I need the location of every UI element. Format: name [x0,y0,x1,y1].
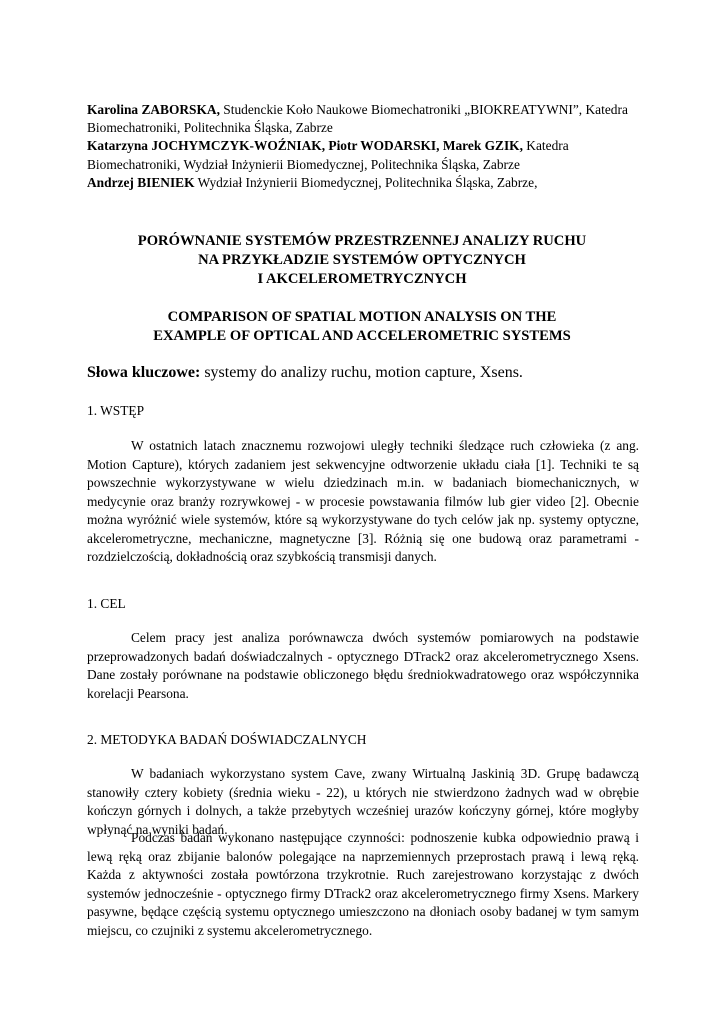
section-paragraph: Celem pracy jest analiza porównawcza dwóch systemów pomiarowych na podstawie przeprowadzonych badań doświadczalnych - optycznego DTrack2 oraz akcelerometrycznego Xsens. Dane zostały porównane na podstawie obliczonego błędu średniokwadratowego oraz współczynnika korelacji Pearsona. [87,630,639,701]
author-name: Karolina ZABORSKA, [87,102,220,117]
section-paragraph: W ostatnich latach znacznemu rozwojowi uległy techniki śledzące ruch człowieka (z ang. Motion Capture), których zadaniem jest sekwencyjne odtworzenie układu ciała [1]. Techniki te są powszechnie wykorzystywane w wielu dziedzinach m.in. w badaniach biomechanicznych, w medycynie oraz branży rozrywkowej - w procesie powstawania filmów lub gier video [2]. Obecnie można wyróżnić wiele systemów, które są wykorzystywane do tych celów jak np. systemy optyczne, akcelerometryczne, mechaniczne, magnetyczne [3]. Różnią się one budową oraz parametrami - rozdzielczością, dokładnością oraz szybkością transmisji danych. [87,438,639,564]
section-paragraph: Podczas badań wykonano następujące czynności: podnoszenie kubka odpowiednio prawą i lewą ręką oraz zbijanie balonów polegające na naprzemiennych przeprostach prawą i lewą ręką. Każda z aktywności została powtórzona trzykrotnie. Ruch zarejestrowano korzystając z dwóch systemów jednocześnie - optycznego firmy DTrack2 oraz akcelerometrycznego firmy Xsens. Markery pasywne, będące częścią systemu optycznego umieszczono na dłoniach osoby badanej w tym samym miejscu, co czujniki z systemu akcelerometrycznego. [87,830,639,938]
keywords [87,363,523,383]
author-entry [87,101,639,137]
title-polish [60,232,664,289]
author-name: Katarzyna JOCHYMCZYK-WOŹNIAK, Piotr WODARSKI, Marek GZIK, [87,138,523,154]
section-heading-methodology: 2. METODYKA BADAŃ DOŚWIADCZALNYCH [87,732,367,747]
author-affiliation: Studenckie Koło Naukowe Biomechatroniki „BIOKREATYWNI”, Katedra Biomechatroniki, Politechnika Śląska, Zabrze [87,102,628,136]
title-english [60,308,664,346]
title-line: I AKCELEROMETRYCZNYCH [257,271,467,287]
author-affiliation: Katedra Biomechatroniki, Wydział Inżynierii Biomedycznej, Politechnika Śląska, Zabrze [87,138,569,172]
keywords-label: Słowa kluczowe: [87,364,201,381]
title-line: NA PRZYKŁADZIE SYSTEMÓW OPTYCZNYCH [198,252,526,268]
author-name: Andrzej BIENIEK [87,174,195,190]
title-line: COMPARISON OF SPATIAL MOTION ANALYSIS ON THE [167,309,557,325]
section-paragraph: W badaniach wykorzystano system Cave, zwany Wirtualną Jaskinią 3D. Grupę badawczą stanowiły cztery kobiety (średnia wieku - 22), u których nie stwierdzono żadnych wad w obrębie kończyn górnych i dolnych, a także przebytych wcześniej urazów kończyny górnej, które mogłyby wpłynąć na wyniki badań. [87,766,639,837]
section-heading-introduction: 1. WSTĘP [87,403,145,418]
title-line: PORÓWNANIE SYSTEMÓW PRZESTRZENNEJ ANALIZY RUCHU [137,233,587,249]
section-heading-goal: 1. CEL [87,596,126,611]
author-list [87,101,639,192]
author-affiliation: Wydział Inżynierii Biomedycznej, Politechnika Śląska, Zabrze, [194,174,538,190]
author-entry [87,137,639,173]
author-entry [87,174,639,192]
title-line: EXAMPLE OF OPTICAL AND ACCELEROMETRIC SYSTEMS [153,328,571,344]
keywords-text: systemy do analizy ruchu, motion capture, Xsens. [200,364,523,381]
